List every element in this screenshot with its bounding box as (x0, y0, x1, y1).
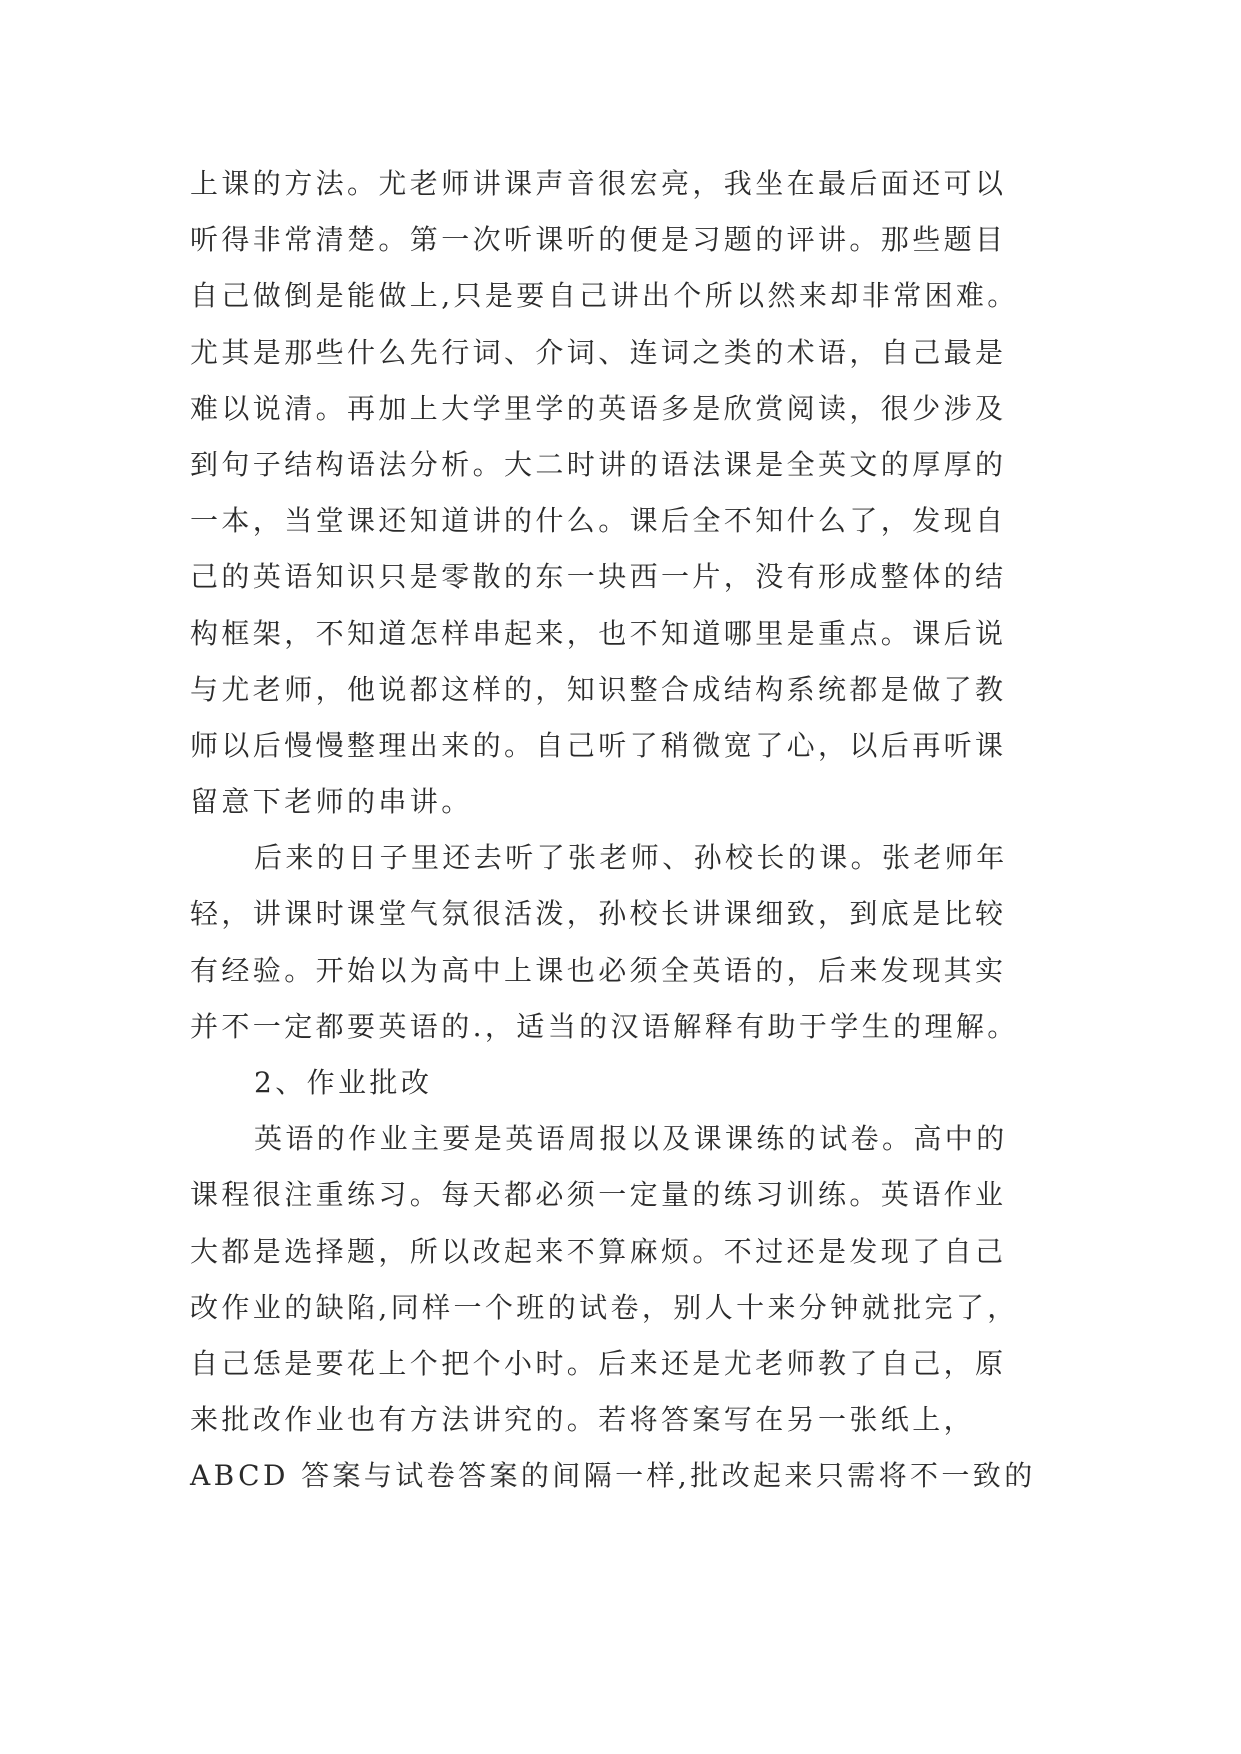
document-body (190, 164, 1070, 1513)
text-line: 自己恁是要花上个把个小时。后来还是尤老师教了自己，原 (190, 1346, 1007, 1380)
text-line: 师以后慢慢整理出来的。自己听了稍微宽了心，以后再听课 (190, 728, 1007, 762)
text-line: ABCD 答案与试卷答案的间隔一样,批改起来只需将不一致的 (190, 1459, 1036, 1493)
text-line: 改作业的缺陷,同样一个班的试卷，别人十来分钟就批完了， (190, 1290, 1019, 1324)
text-line: 构框架，不知道怎样串起来，也不知道哪里是重点。课后说 (190, 616, 1007, 650)
text-line: 一本，当堂课还知道讲的什么。课后全不知什么了，发现自 (190, 504, 1007, 538)
text-line: 留意下老师的串讲。 (190, 785, 473, 819)
text-line: 听得非常清楚。第一次听课听的便是习题的评讲。那些题目 (190, 223, 1007, 257)
text-line: 与尤老师，他说都这样的，知识整合成结构系统都是做了教 (190, 672, 1007, 706)
section-heading: 2、作业批改 (254, 1066, 433, 1099)
text-line: 并不一定都要英语的.，适当的汉语解释有助于学生的理解。 (190, 1009, 1019, 1043)
paragraph-start-line: 英语的作业主要是英语周报以及课课练的试卷。高中的 (254, 1122, 1008, 1156)
text-line: 课程很注重练习。每天都必须一定量的练习训练。英语作业 (190, 1178, 1007, 1212)
paragraph-start-line: 后来的日子里还去听了张老师、孙校长的课。张老师年 (254, 841, 1008, 875)
text-line: 上课的方法。尤老师讲课声音很宏亮，我坐在最后面还可以 (190, 167, 1007, 200)
text-line: 己的英语知识只是零散的东一块西一片，没有形成整体的结 (190, 560, 1007, 594)
text-line: 来批改作业也有方法讲究的。若将答案写在另一张纸上， (190, 1403, 976, 1437)
text-line: 难以说清。再加上大学里学的英语多是欣赏阅读，很少涉及 (190, 391, 1007, 425)
text-line: 自己做倒是能做上,只是要自己讲出个所以然来却非常困难。 (190, 279, 1019, 313)
text-line: 有经验。开始以为高中上课也必须全英语的，后来发现其实 (190, 953, 1007, 987)
text-line: 大都是选择题，所以改起来不算麻烦。不过还是发现了自己 (190, 1234, 1007, 1268)
text-line: 轻，讲课时课堂气氛很活泼，孙校长讲课细致，到底是比较 (190, 897, 1007, 931)
text-line: 尤其是那些什么先行词、介词、连词之类的术语，自己最是 (190, 335, 1007, 369)
text-line: 到句子结构语法分析。大二时讲的语法课是全英文的厚厚的 (190, 447, 1007, 481)
